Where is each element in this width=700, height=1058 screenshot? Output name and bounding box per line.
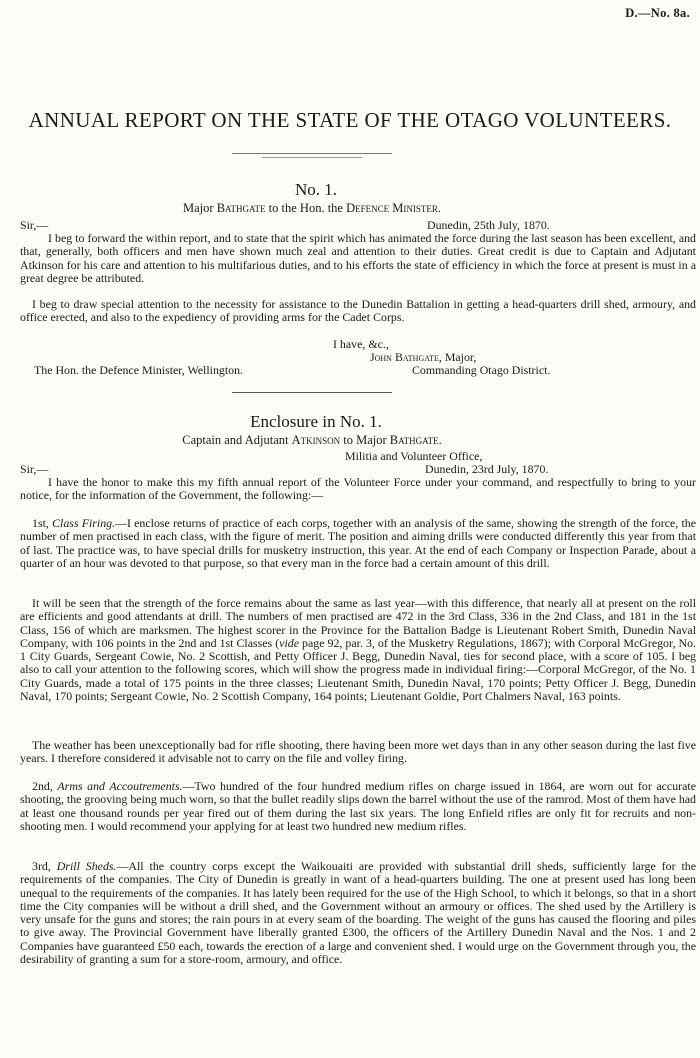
letter-paragraph: I beg to draw special attention to the necessity for assistance to the Dunedin Battalion in getting a head-quarters drill shed, armoury, and office erected, and also to the expediency of providing arms for the Cadet Corps.: [20, 297, 696, 325]
salutation: Sir,—: [20, 462, 49, 476]
signer-role: Commanding Otago District.: [412, 363, 551, 377]
salutation: Sir,—: [20, 218, 49, 232]
intro-paragraph: I have the honor to make this my fifth annual report of the Volunteer Force under your command, and respectfully to bring to your notice, for the information of the Government, the following:—: [20, 475, 696, 503]
letter-number: No. 1.: [294, 180, 338, 199]
title-rule: [232, 153, 392, 154]
letter-heading: Major Bathgate to the Hon. the Defence Minister.: [183, 201, 441, 215]
paragraph-scores: It will be seen that the strength of the force remains about the same as last year—with this difference, that nearly all at present on the roll are efficients and good attendants at drill. The numbers of men practised are 472 in the 3rd Class, 336 in the 2nd Class, and 181 in the 1st Class, 156 of which are marksmen. The highest scorer in the Province for the Battalion Badge is Lieutenant Robert Smith, Dunedin Naval Company, with 106 points in the 2nd and 1st Classes (vide page 92, par. 3, of the Musketry Regulations, 1867); with Corporal McGregor, No. 1 City Guards, Sergeant Cowie, No. 2 Scottish, and Petty Officer J. Begg, Dunedin Naval, ties for second place, with a score of 105. I beg also to call your attention to the following scores, which will show the progress made in individual firing:—Corporal McGregor, of the No. 1 City Guards, made a total of 175 points in the three classes; Lieutenant Smith, Dunedin Naval, 170 points; Petty Officer J. Begg, Dunedin Naval, 170 points; Sergeant Cowie, No. 2 Scottish Company, 164 points; Lieutenant Goldie, Port Chalmers Naval, 163 points.: [20, 596, 696, 703]
enclosure-heading: Enclosure in No. 1.: [250, 412, 382, 431]
paragraph-weather: The weather has been unexceptionally bad for rifle shooting, there having been more wet days than in any other season during the last five years. I therefore considered it advisable not to carry on the file and volley firing.: [20, 738, 696, 766]
place-date: Dunedin, 23rd July, 1870.: [425, 462, 549, 476]
enclosure-subheading: Captain and Adjutant Atkinson to Major Bathgate.: [182, 433, 442, 447]
section-drill-sheds: 3rd, Drill Sheds.—All the country corps except the Waikouaiti are provided with substantial drill sheds, sufficiently large for the requirements of the companies. The City of Dunedin is greatly in want of a head-quarters building. The one at present used has long been unequal to the requirements of the companies. It has lately been required for the use of the High School, to which it belongs, so that in a short time the City companies will be without a drill shed, and the Government without an armoury or offices. The shed used by the Artillery is very unsafe for the guns and stores; the rain pours in at every seam of the boarding. The weight of the guns has caused the flooring and piles to give away. The Provincial Government have liberally granted £300, the officers of the Artillery Dunedin Naval and the Nos. 1 and 2 Companies have guaranteed £50 each, towards the erection of a large and convenient shed. I would urge on the Government through you, the desirability of granting a sum for a store-room, armoury, and office.: [20, 859, 696, 966]
report-title: ANNUAL REPORT ON THE STATE OF THE OTAGO VOLUNTEERS.: [28, 108, 672, 132]
section-class-firing: 1st, Class Firing.—I enclose returns of practice of each corps, together with an analysis of the same, showing the strength of the force, the number of men practised in each class, with the figure of merit. The position and aiming drills were conducted differently this year from that of last. The practice was, to have special drills for musketry instruction, this year. At the end of each Company or Inspection Parade, about a quarter of an hour was devoted to that purpose, so that every man in the force had a certain amount of this drill.: [20, 516, 696, 570]
signature: John Bathgate, Major,: [370, 350, 477, 364]
section-arms: 2nd, Arms and Accoutrements.—Two hundred of the four hundred medium rifles on charge issued in 1864, are worn out for accurate shooting, the grooving being much worn, so that the bullet readily slips down the barrel without the use of the ramrod. Most of them have had at least one thousand rounds per year fired out of them during the last six years. The long Enfield rifles are only fit for recruits and non-shooting men. I would recommend your applying for at least two hundred new medium rifles.: [20, 779, 696, 833]
addressee: The Hon. the Defence Minister, Wellington.: [34, 363, 244, 377]
letter-paragraph: I beg to forward the within report, and to state that the spirit which has animated the force during the last season has been excellent, and that, generally, both officers and men have shown much zeal and attention to their duties. Great credit is due to Captain and Adjutant Atkinson for his care and attention to his multifarious duties, and to his efforts the state of efficiency in which the force at present is must in a great degree be attributed.: [20, 231, 696, 285]
title-rule-short: [262, 157, 362, 158]
office-line: Militia and Volunteer Office,: [345, 449, 483, 463]
closing: I have, &c.,: [333, 337, 389, 351]
page-id: D.—No. 8a.: [625, 6, 690, 20]
section-divider: [232, 392, 392, 393]
place-date: Dunedin, 25th July, 1870.: [427, 218, 550, 232]
